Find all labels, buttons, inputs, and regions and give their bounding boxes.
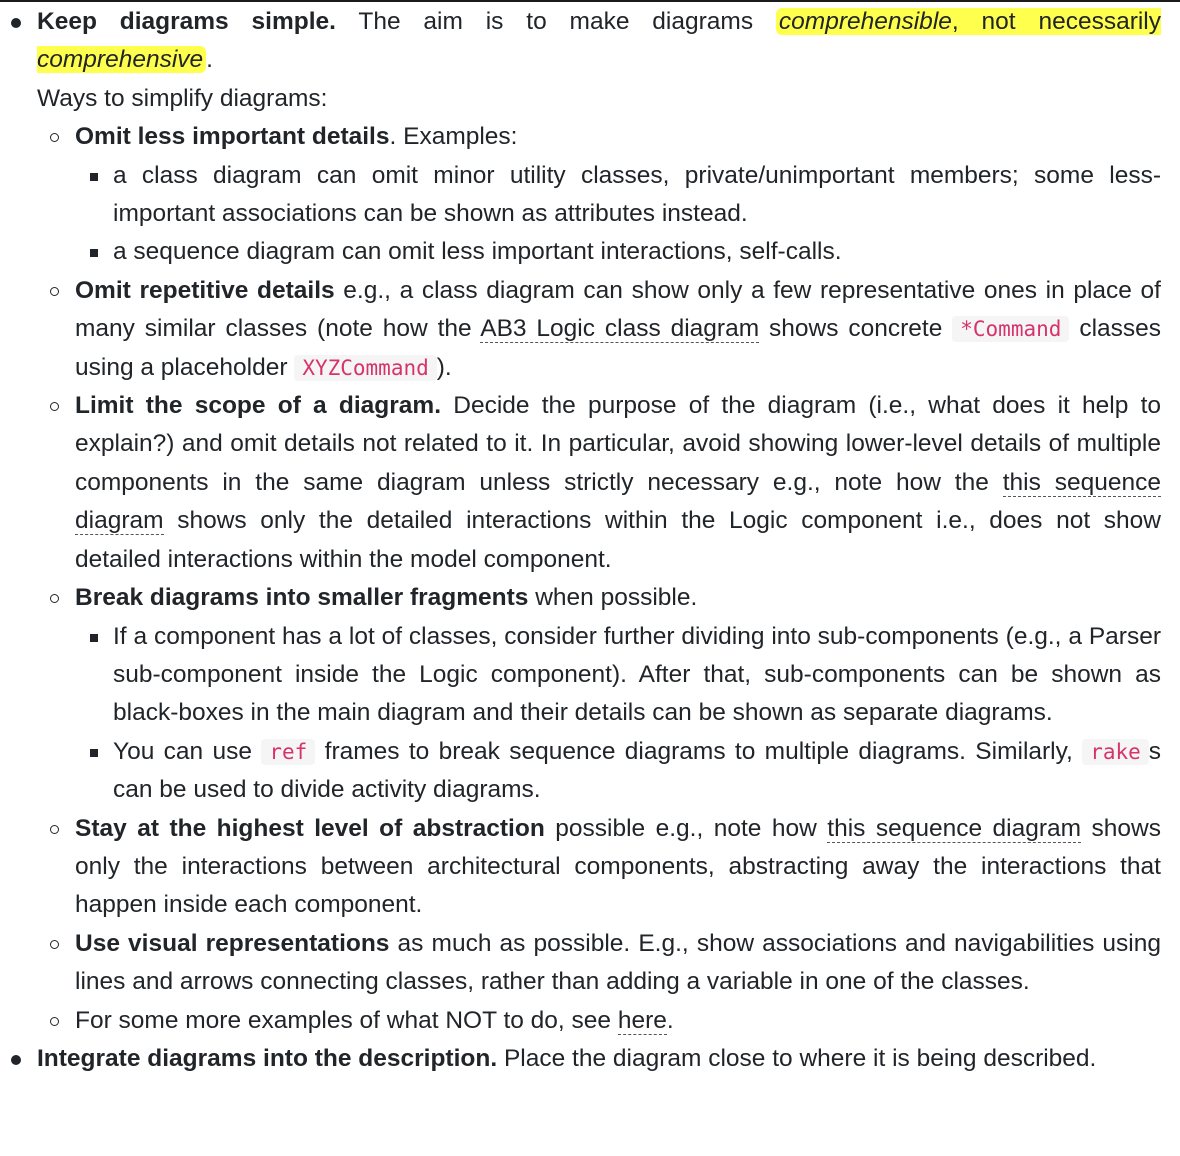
bullet-circle-icon [50, 1017, 59, 1026]
here-link[interactable]: here [617, 1006, 667, 1034]
list-item: a sequence diagram can omit less important interactions, self-calls. [75, 233, 1161, 271]
bullet-square-icon [90, 634, 98, 642]
top-divider [0, 0, 1180, 2]
simplify-ways-list [37, 118, 1161, 1040]
bullet-circle-icon [50, 940, 59, 949]
fragments-list [75, 618, 1161, 810]
bullet-circle-icon [50, 133, 59, 142]
way-omit-less-important: Omit less important details. Examples: a class diagram can omit minor utility classes, private/unimportant members; some less-important associations can be shown as attributes instead. a sequence diagram can omit less important interactions, self-calls. [37, 118, 1161, 272]
code-xyzcommand: XYZCommand [294, 355, 436, 381]
way-highest-abstraction: Stay at the highest level of abstraction possible e.g., note how this sequence diagram shows only the interactions between architectural components, abstracting away the interactions that happen inside each component. [37, 810, 1161, 925]
way-visual-representations: Use visual representations as much as possible. E.g., show associations and navigabilities using lines and arrows connecting classes, rather than adding a variable in one of the classes. [37, 925, 1161, 1002]
guideline-title: Integrate diagrams into the description. [37, 1044, 498, 1072]
bullet-disc-icon [11, 18, 21, 28]
bullet-square-icon [90, 173, 98, 181]
sub-intro: Ways to simplify diagrams: [37, 84, 328, 112]
list-item: a class diagram can omit minor utility classes, private/unimportant members; some less-important associations can be shown as attributes instead. [75, 157, 1161, 234]
bullet-disc-icon [11, 1055, 21, 1065]
bullet-square-icon [90, 749, 98, 757]
code-command: *Command [952, 316, 1069, 342]
way-limit-scope: Limit the scope of a diagram. Decide the purpose of the diagram (i.e., what does it help to explain?) and omit details not related to it. In particular, avoid showing lower-level details of multiple components in the same diagram unless strictly necessary e.g., note how the this sequence diagram shows only the detailed interactions within the Logic component i.e., does not show detailed interactions within the model component. [37, 387, 1161, 579]
sequence-diagram-link[interactable]: this sequence diagram [75, 468, 1162, 535]
bullet-circle-icon [50, 825, 59, 834]
guidelines-content [0, 3, 1180, 1078]
code-ref: ref [261, 739, 315, 765]
code-rake: rake [1082, 739, 1149, 765]
guideline-title: Keep diagrams simple. [37, 8, 336, 35]
way-omit-repetitive: Omit repetitive details e.g., a class diagram can show only a few representative ones in place of many similar classes (note how the AB3 Logic class diagram shows concrete *Command classes using a placeholder XYZCommand ). [37, 272, 1161, 387]
list-item: If a component has a lot of classes, consider further dividing into sub-components (e.g., a Parser sub-component inside the Logic component). After that, sub-components can be shown as black-boxes in the main diagram and their details can be shown as separate diagrams. [75, 618, 1161, 733]
ab3-logic-class-diagram-link[interactable]: AB3 Logic class diagram [480, 315, 760, 343]
architecture-sequence-diagram-link[interactable]: this sequence diagram [827, 814, 1082, 842]
bullet-circle-icon [50, 594, 59, 603]
way-more-examples: For some more examples of what NOT to do, see here. [37, 1002, 1161, 1040]
bullet-circle-icon [50, 402, 59, 411]
examples-list [75, 157, 1161, 272]
guideline-keep-simple: Keep diagrams simple. The aim is to make diagrams comprehensible, not necessarily comprehensive . Ways to simplify diagrams: Omit less important details. Examples: a class diagram can omit minor utility classes, private/unimportant members; some less-important associations can be shown as attributes instead. a sequence diagram can omit less important interactions, self-calls. Omit repetitive details e.g., a class diagram can show only a few representative ones in place of many similar classes (note how the AB3 Logic class diagram shows concrete *Command classes using a placeholder XYZCommand ). Limit the scope of a diagram. Decide the purpose of the diagram (i.e., what does it help to explain?) and omit details not related to it. In particular, avoid showing lower-level details of multiple components in the same diagram unless strictly necessary e.g., note how the this sequence diagram shows only the detailed interactions within the Logic component i.e., does not show detailed interactions within the model component. Break diagrams into smaller fragments when possible. If a component has a lot of classes, consider further dividing into sub-components (e.g., a Parser sub-component inside the Logic component). After that, sub-components can be shown as black-boxes in the main diagram and their details can be shown as separate diagrams. You can use ref frames to break sequence diagrams to multiple diagrams. Similarly, rake s can be used to divide activity diagrams. Stay at the highest level of abstraction possible e.g., note how this sequence diagram shows only the interactions between architectural components, abstracting away the interactions that happen inside each component. Use visual representations as much as possible. E.g., show associations and navigabilities using lines and arrows connecting classes, rather than adding a variable in one of the classes. For some more examples of what NOT to do, see here. [0, 3, 1180, 1040]
highlight: comprehensible, not necessarily comprehensive [37, 8, 1161, 74]
bullet-circle-icon [50, 287, 59, 296]
guideline-list [0, 3, 1180, 1078]
list-item: You can use ref frames to break sequence diagrams to multiple diagrams. Similarly, rake s can be used to divide activity diagrams. [75, 733, 1161, 810]
guideline-integrate-diagrams: Integrate diagrams into the description. Place the diagram close to where it is being described. [0, 1040, 1180, 1078]
way-break-fragments: Break diagrams into smaller fragments when possible. If a component has a lot of classes, consider further dividing into sub-components (e.g., a Parser sub-component inside the Logic component). After that, sub-components can be shown as black-boxes in the main diagram and their details can be shown as separate diagrams. You can use ref frames to break sequence diagrams to multiple diagrams. Similarly, rake s can be used to divide activity diagrams. [37, 579, 1161, 809]
bullet-square-icon [90, 249, 98, 257]
